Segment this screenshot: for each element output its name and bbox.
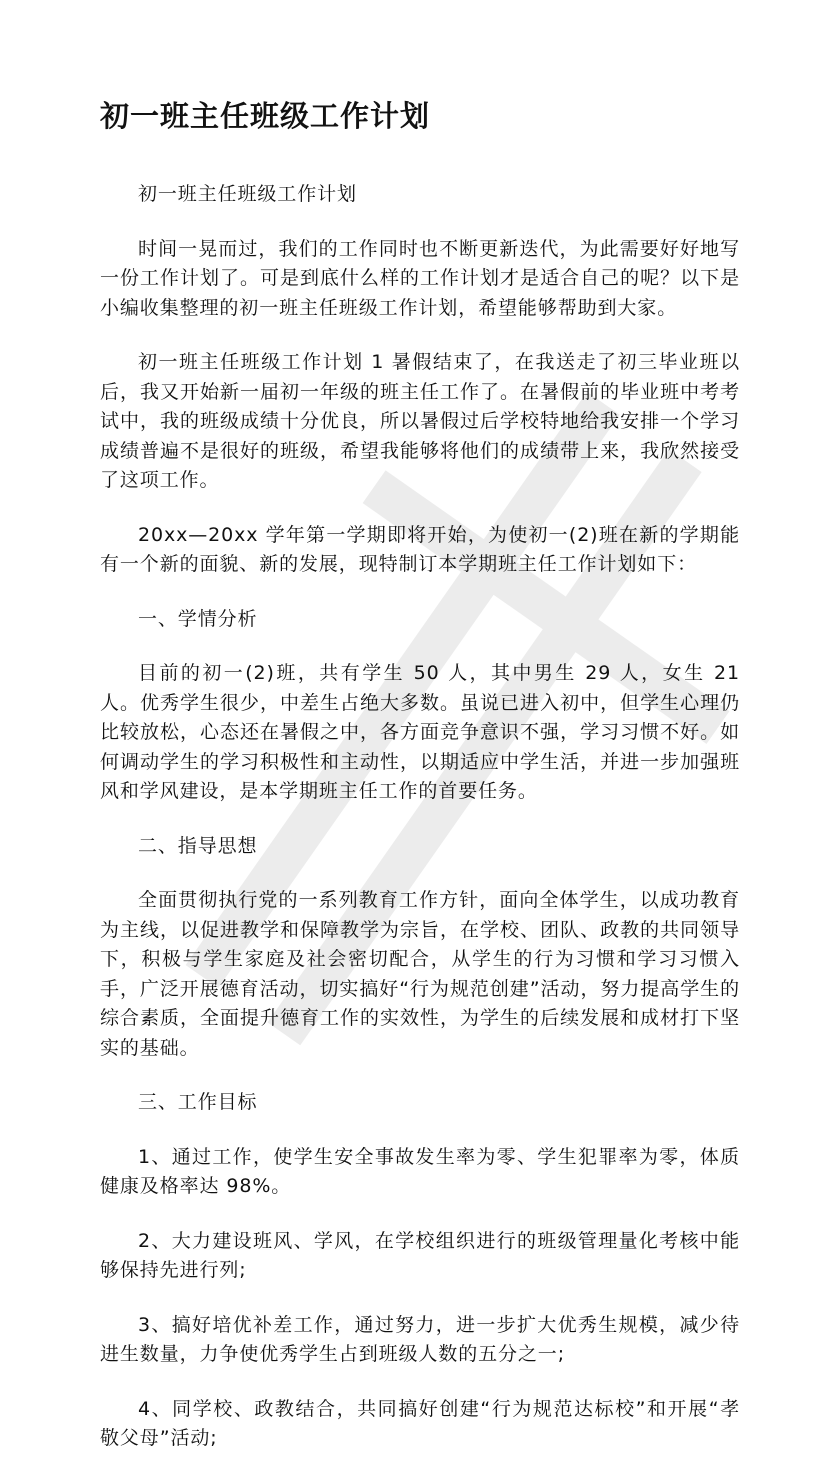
goal-item: 2、大力建设班风、学风，在学校组织进行的班级管理量化考核中能够保持先进行列;	[100, 1229, 740, 1281]
body-paragraph: 20xx—20xx 学年第一学期即将开始，为使初一(2)班在新的学期能有一个新的面貌、新的发展，现特制订本学期班主任工作计划如下：	[100, 523, 740, 575]
goal-item: 4、同学校、政教结合，共同搞好创建“行为规范达标校”和开展“孝敬父母”活动;	[100, 1397, 740, 1449]
goal-item: 3、搞好培优补差工作，通过努力，进一步扩大优秀生规模，减少待进生数量，力争使优秀学生占到班级人数的五分之一;	[100, 1313, 740, 1365]
body-paragraph: 目前的初一(2)班，共有学生 50 人，其中男生 29 人，女生 21 人。优秀学生很少，中差生占绝大多数。虽说已进入初中，但学生心理仍比较放松，心态还在暑假之中，各方面竞争意识不强，学习习惯不好。如何调动学生的学习积极性和主动性，以期适应中学生活，并进一步加强班风和学风建设，是本学期班主任工作的首要任务。	[100, 662, 740, 802]
body-paragraph: 全面贯彻执行党的一系列教育工作方针，面向全体学生，以成功教育为主线，以促进教学和保障教学为宗旨，在学校、团队、政教的共同领导下，积极与学生家庭及社会密切配合，从学生的行为习惯和学习习惯入手，广泛开展德育活动，切实搞好“行为规范创建”活动，努力提高学生的综合素质，全面提升德育工作的实效性，为学生的后续发展和成材打下坚实的基础。	[100, 889, 740, 1059]
section-heading: 二、指导思想	[138, 834, 258, 857]
document-title: 初一班主任班级工作计划	[100, 99, 431, 133]
section-heading: 三、工作目标	[138, 1091, 258, 1113]
section-heading: 一、学情分析	[138, 607, 258, 630]
document-page	[100, 96, 740, 1479]
intro-paragraph: 时间一晃而过，我们的工作同时也不断更新迭代，为此需要好好地写一份工作计划了。可是到底什么样的工作计划才是适合自己的呢？以下是小编收集整理的初一班主任班级工作计划，希望能够帮助到大家。	[100, 237, 740, 319]
body-paragraph: 初一班主任班级工作计划 1 暑假结束了，在我送走了初三毕业班以后，我又开始新一届初一年级的班主任工作了。在暑假前的毕业班中考考试中，我的班级成绩十分优良，所以暑假过后学校特地给我安排一个学习成绩普遍不是很好的班级，希望我能够将他们的成绩带上来，我欣然接受了这项工作。	[100, 351, 740, 491]
goal-item: 1、通过工作，使学生安全事故发生率为零、学生犯罪率为零，体质健康及格率达 98%。	[100, 1145, 740, 1197]
subtitle-paragraph: 初一班主任班级工作计划	[138, 183, 357, 205]
